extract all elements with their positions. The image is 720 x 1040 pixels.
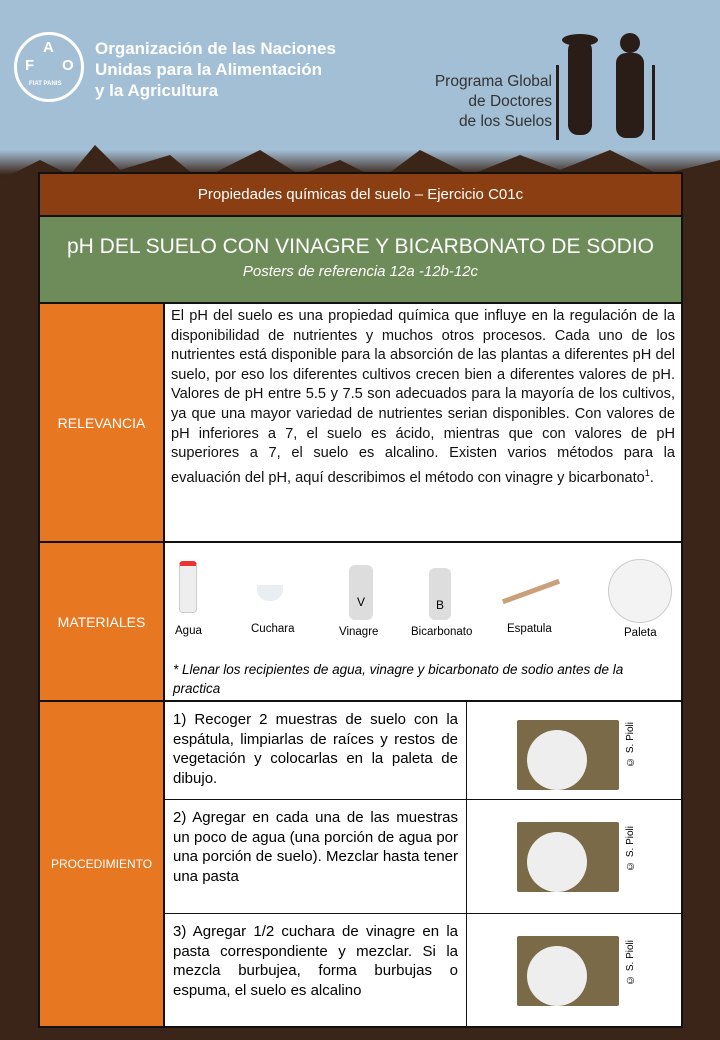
program-name — [400, 72, 552, 132]
relevance-paragraph: El pH del suelo es una propiedad química que influye en la regulación de la disponibilidad de nutrientes y muchos otros procesos. Cada uno de los nutrientes está disponible para la absorción de las plantas a diferentes pH del suelo, por eso los diferentes cultivos crecen bien a diferentes valores de pH. Valores de pH entre 5.5 y 7.5 son adecuados para la mayoría de los cultivos, ya que una mayor variedad de nutrientes serian disponibles. Con valores de pH inferiores a 7, el suelo es ácido, mientras que con valores de pH superiores a 7, el suelo es alcalino. Existen varios métodos para la evaluación del pH, aquí describimos el método con vinagre y bicarbonato — [171, 308, 675, 486]
material-label: Vinagre — [339, 626, 379, 638]
step-photo — [517, 720, 619, 790]
procedure-step — [165, 914, 681, 1026]
palette-icon — [608, 559, 672, 623]
spoon-icon — [257, 585, 283, 601]
procedure-steps — [165, 702, 681, 1026]
material-label: Cuchara — [251, 623, 295, 635]
photo-credit: © S. Pioli — [625, 940, 636, 985]
materials-note: * Llenar los recipientes de agua, vinagre y bicarbonato de sodio antes de la practica — [173, 662, 624, 696]
step-photo-cell — [467, 702, 681, 799]
main-title: pH DEL SUELO CON VINAGRE Y BICARBONATO DE SODIO — [67, 235, 654, 258]
relevance-row — [40, 304, 681, 543]
step-text: 3) Agregar 1/2 cuchara de vinagre en la pasta correspondiente y mezclar. Si la mezcla burbujea, forma burbujas o espuma, el suelo es alcalino — [165, 914, 467, 1026]
logo-letter: F — [25, 57, 35, 74]
procedure-row — [40, 702, 681, 1026]
logo-letter: O — [62, 57, 74, 74]
step-text: 2) Agregar en cada una de las muestras un poco de agua (una porción de agua por una porción de suelo). Mezclar hasta tener una pasta — [165, 800, 467, 913]
step-photo — [517, 822, 619, 892]
footnote-marker: 1 — [644, 467, 650, 478]
material-label: Espatula — [507, 623, 552, 635]
procedure-step — [165, 702, 681, 800]
fao-logo — [14, 32, 84, 102]
procedure-step — [165, 800, 681, 914]
farmers-silhouette — [550, 25, 670, 145]
relevance-text — [165, 304, 681, 541]
period: . — [649, 469, 654, 486]
title-block — [40, 217, 681, 304]
program-line: de los Suelos — [458, 113, 552, 130]
program-line: Programa Global — [434, 73, 552, 90]
material-label: Paleta — [624, 627, 657, 639]
materials-list — [165, 543, 681, 700]
org-line: Unidas para la Alimentación — [95, 60, 323, 79]
procedure-label: PROCEDIMIENTO — [40, 702, 165, 1026]
material-label: Bicarbonato — [411, 626, 473, 638]
relevance-label: RELEVANCIA — [40, 304, 165, 541]
step-photo-cell — [467, 800, 681, 913]
vinegar-bottle-icon: V — [349, 565, 373, 620]
materials-label: MATERIALES — [40, 543, 165, 700]
materials-row — [40, 543, 681, 702]
exercise-sheet — [38, 172, 683, 1028]
photo-credit: © S. Pioli — [625, 826, 636, 871]
subtitle: Posters de referencia 12a -12b-12c — [242, 263, 479, 280]
step-text: 1) Recoger 2 muestras de suelo con la espátula, limpiarlas de raíces y restos de vegetación y colocarlas en la paleta de dibujo. — [165, 702, 467, 799]
material-label: Agua — [175, 625, 202, 637]
logo-letter: A — [43, 39, 54, 56]
logo-motto: FIAT PANIS — [29, 81, 62, 87]
wash-bottle-icon — [179, 561, 197, 613]
org-line: Organización de las Naciones — [95, 39, 336, 58]
photo-credit: © S. Pioli — [625, 722, 636, 767]
org-line: y la Agricultura — [95, 81, 219, 100]
program-line: de Doctores — [468, 93, 552, 110]
step-photo-cell — [467, 914, 681, 1026]
section-title: Propiedades químicas del suelo – Ejercicio C01c — [40, 174, 681, 217]
step-photo — [517, 936, 619, 1006]
organization-name — [95, 38, 336, 101]
bicarbonate-bottle-icon: B — [429, 568, 451, 620]
spatula-icon — [502, 579, 560, 604]
